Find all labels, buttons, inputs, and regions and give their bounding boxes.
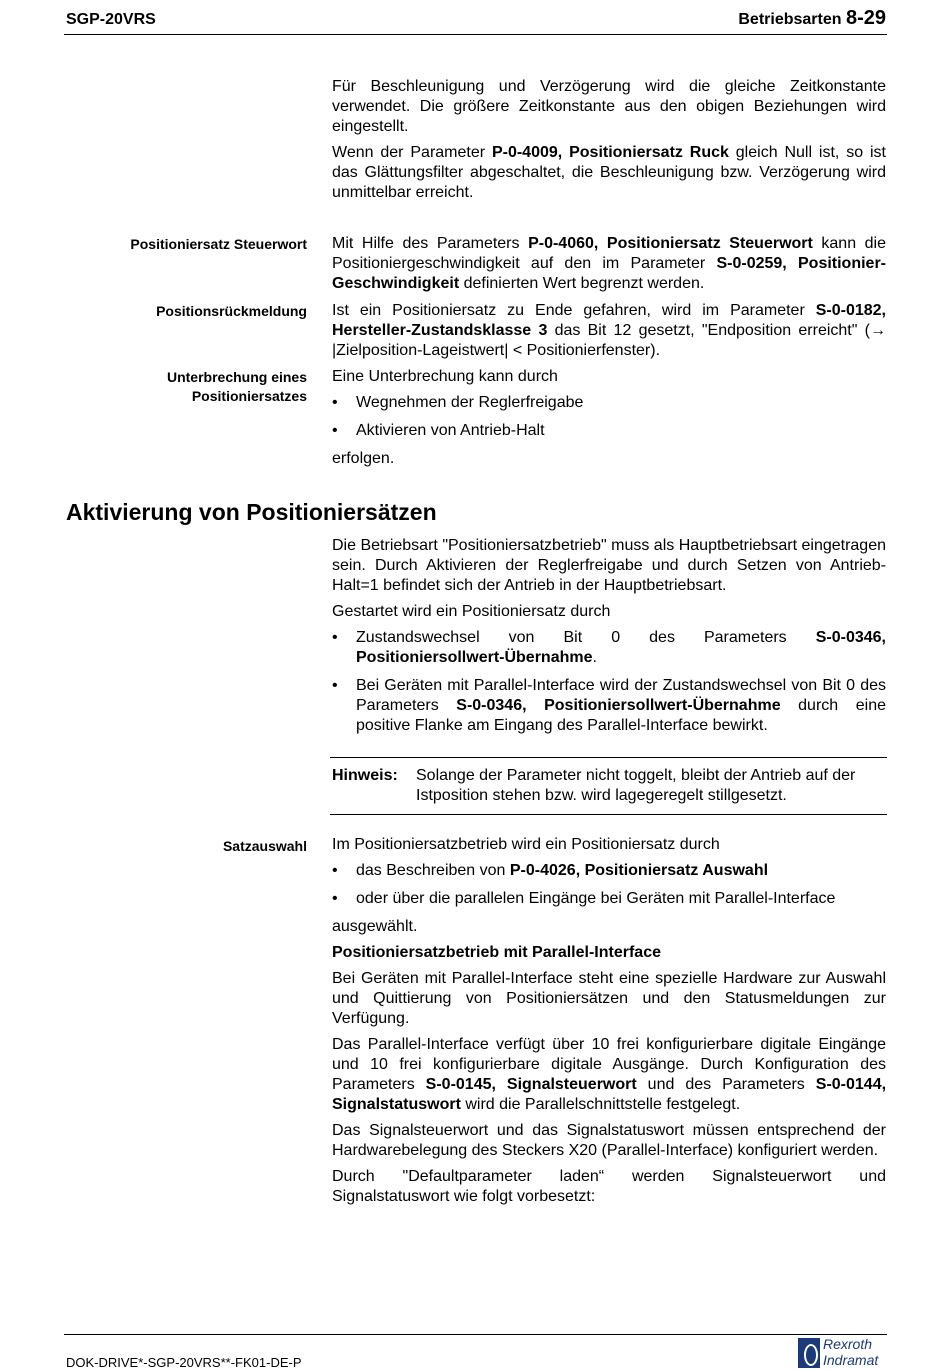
aktivierung-block xyxy=(332,536,886,744)
parameter-ref: S-0-0259, Positionier-Geschwindigkeit xyxy=(332,255,886,292)
parallel-paragraph-1: Bei Geräten mit Parallel-Interface steht eine spezielle Hardware zur Auswahl und Quittierung von Positioniersätzen und den Statusmeldungen zur Verfügung. xyxy=(332,970,886,1027)
unterbrechung-outro: erfolgen. xyxy=(332,450,395,467)
unterbrechung-intro: Eine Unterbrechung kann durch xyxy=(332,368,558,385)
text-run: kann die Positioniergeschwindigkeit auf den im Parameter xyxy=(332,235,887,272)
parameter-ref: S-0-0346, Positioniersollwert-Übernahme xyxy=(456,697,781,714)
section-heading: Aktivierung von Positioniersätzen xyxy=(66,499,437,525)
header-chapter-label: Betriebsarten xyxy=(738,11,842,28)
list-item: • oder über die parallelen Eingänge bei Geräten mit Parallel-Interface xyxy=(332,889,886,909)
side-label-line: Positioniersatzes xyxy=(191,388,307,404)
text-run: Das Parallel-Interface verfügt über 10 frei konfigurierbare digitale Eingänge und 10 frei konfigurierbare digitale Ausgänge. Durch Konfiguration des Parameters xyxy=(332,1036,886,1093)
logo-text-line-1: Rexroth xyxy=(823,1336,873,1352)
header-chapter xyxy=(738,8,886,30)
text-run: definierten Wert begrenzt werden. xyxy=(459,275,705,292)
steuerwort-block xyxy=(332,234,886,300)
list-item xyxy=(332,861,886,881)
satzauswahl-intro: Im Positioniersatzbetrieb wird ein Positioniersatz durch xyxy=(332,836,720,853)
page-number: 8-29 xyxy=(845,7,886,29)
header-rule xyxy=(64,34,887,35)
intro-paragraph-2 xyxy=(332,143,886,203)
aktivierung-paragraph-2: Gestartet wird ein Positioniersatz durch xyxy=(332,603,611,620)
list-item xyxy=(332,676,886,736)
list-item: • Wegnehmen der Reglerfreigabe xyxy=(332,393,886,413)
text-run: Zustandswechsel von Bit 0 des Parameters xyxy=(356,629,816,646)
aktivierung-paragraph-1: Die Betriebsart "Positioniersatzbetrieb" muss als Hauptbetriebsart eingetragen sein. Durch Aktivieren der Reglerfreigabe und durch Setzen von Antrieb-Halt=1 befindet sich der Antrieb in der Hauptbetriebsart. xyxy=(332,537,886,594)
hinweis-box xyxy=(330,757,887,815)
intro-block xyxy=(332,77,886,209)
parameter-ref: S-0-0182, Hersteller-Zustandsklasse 3 xyxy=(332,302,886,339)
subheading: Positioniersatzbetrieb mit Parallel-Interface xyxy=(332,944,661,961)
text-run: Bei Geräten mit Parallel-Interface wird der Zustandswechsel von Bit 0 des Parameters xyxy=(356,677,886,714)
list-item xyxy=(332,628,886,668)
satzauswahl-block xyxy=(332,835,886,1213)
rueckmeldung-paragraph xyxy=(332,301,886,361)
intro-paragraph-1: Für Beschleunigung und Verzögerung wird die gleiche Zeitkonstante verwendet. Die größere Zeitkonstante aus den obigen Beziehungen wird eingestellt. xyxy=(332,78,886,135)
unterbrechung-block xyxy=(332,367,886,475)
parallel-paragraph-2 xyxy=(332,1035,886,1115)
text-run: Mit Hilfe des Parameters xyxy=(332,235,529,252)
satzauswahl-outro: ausgewählt. xyxy=(332,918,418,935)
rueckmeldung-block xyxy=(332,301,886,367)
parameter-ref: P-0-4009, Positioniersatz Ruck xyxy=(491,144,729,161)
text-run: Wenn der Parameter xyxy=(332,144,492,161)
logo-mark-icon xyxy=(798,1338,820,1368)
parameter-ref: S-0-0346, Positioniersollwert-Übernahme xyxy=(356,629,886,666)
hinweis-text: Solange der Parameter nicht toggelt, bleibt der Antrieb auf der Istposition stehen bzw. wird lagegeregelt stillgesetzt. xyxy=(416,767,856,804)
text-run: das Bit 12 gesetzt, "Endposition erreicht" (→ |Zielposition-Lageistwert| < Positionierfenster). xyxy=(332,322,886,359)
logo-text-line-2: Indramat xyxy=(823,1352,879,1368)
text-run: gleich Null ist, so ist das Glättungsfilter abgeschaltet, die Beschleunigung bzw. Verzögerung wird unmittelbar erreicht. xyxy=(332,144,886,201)
text-run: . xyxy=(592,649,597,666)
parameter-ref: S-0-0145, Signalsteuerwort xyxy=(425,1076,637,1093)
side-label-steuerwort: Positioniersatz Steuerwort xyxy=(130,236,307,252)
text-run: wird die Parallelschnittstelle festgelegt. xyxy=(460,1096,741,1113)
hinweis-label: Hinweis: xyxy=(332,767,398,784)
side-label-line: Unterbrechung eines xyxy=(166,369,307,385)
text-run: durch eine positive Flanke am Eingang des Parallel-Interface bewirkt. xyxy=(356,697,886,734)
header-document-title: SGP-20VRS xyxy=(66,11,156,28)
text-run: Ist ein Positioniersatz zu Ende gefahren, wird im Parameter xyxy=(332,302,816,319)
list-item: • Aktivieren von Antrieb-Halt xyxy=(332,421,886,441)
parallel-paragraph-4: Durch "Defaultparameter laden“ werden Signalsteuerwort und Signalstatuswort wie folgt vorbesetzt: xyxy=(332,1168,886,1205)
footer-doc-id: DOK-DRIVE*-SGP-20VRS**-FK01-DE-P xyxy=(66,1355,302,1370)
text-run: das Beschreiben von xyxy=(356,862,510,879)
rexroth-logo xyxy=(798,1336,888,1370)
text-run: und des Parameters xyxy=(636,1076,816,1093)
side-label-satzauswahl: Satzauswahl xyxy=(222,838,307,854)
footer-rule xyxy=(64,1334,887,1335)
side-label-unterbrechung xyxy=(167,368,307,406)
parameter-ref: P-0-4026, Positioniersatz Auswahl xyxy=(509,862,769,879)
parameter-ref: S-0-0144, Signalstatuswort xyxy=(332,1076,887,1113)
steuerwort-paragraph xyxy=(332,234,886,294)
parameter-ref: P-0-4060, Positioniersatz Steuerwort xyxy=(528,235,813,252)
parallel-paragraph-3: Das Signalsteuerwort und das Signalstatuswort müssen entsprechend der Hardwarebelegung des Steckers X20 (Parallel-Interface) konfiguriert werden. xyxy=(332,1122,886,1159)
side-label-rueckmeldung: Positionsrückmeldung xyxy=(156,303,307,319)
